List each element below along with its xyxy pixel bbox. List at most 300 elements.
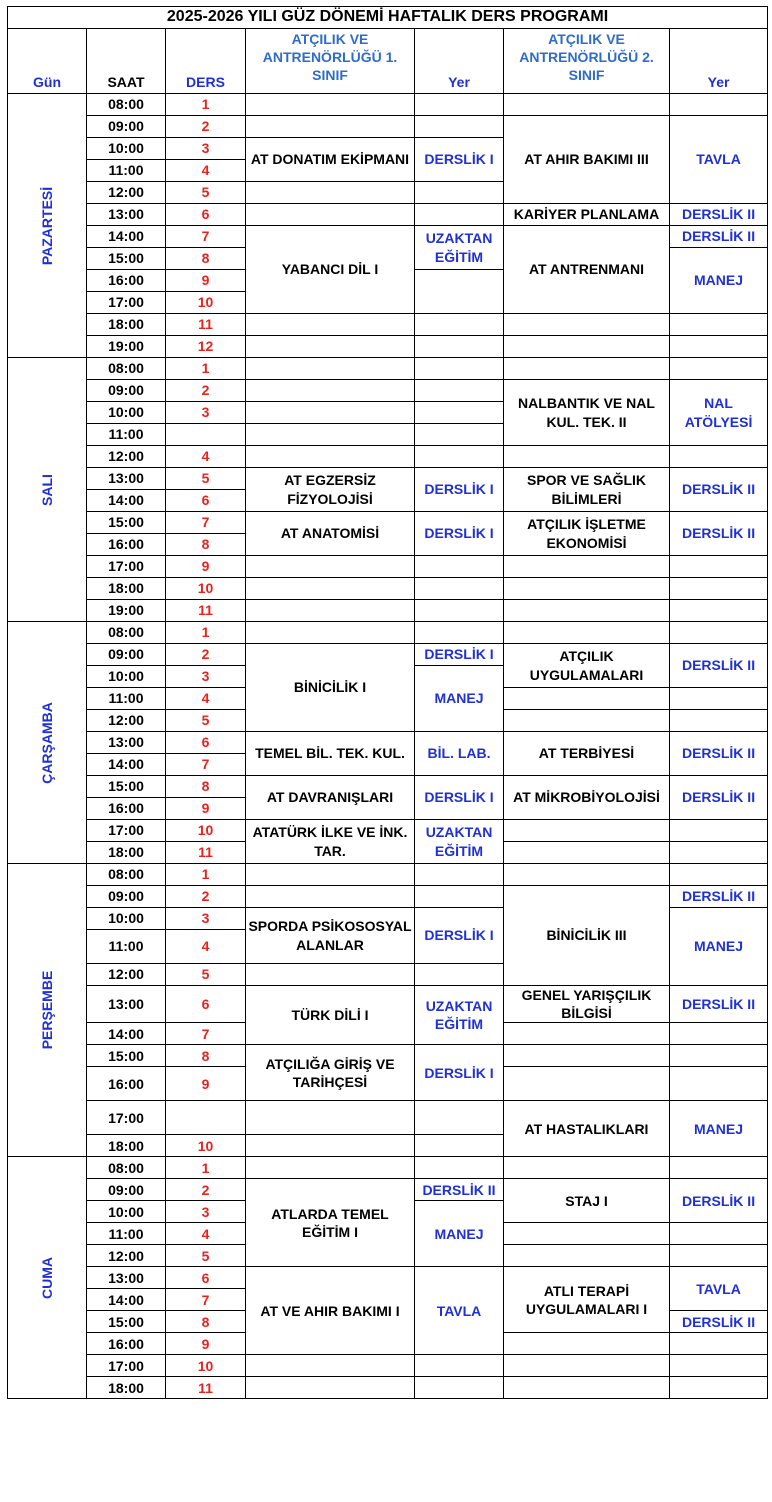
- class1-place-cell: TAVLA: [415, 1267, 504, 1355]
- class1-place-cell: DERSLİK I: [415, 1045, 504, 1101]
- time-cell: 14:00: [87, 226, 166, 248]
- class1-place-cell: DERSLİK I: [415, 644, 504, 666]
- time-cell: 17:00: [87, 556, 166, 578]
- class2-place-cell: [670, 1023, 768, 1045]
- time-cell: 16:00: [87, 270, 166, 292]
- class1-place-cell: [415, 1377, 504, 1399]
- time-cell: 10:00: [87, 1201, 166, 1223]
- lesson-number-cell: 5: [166, 964, 246, 986]
- lesson-number-cell: 10: [166, 292, 246, 314]
- time-cell: 08:00: [87, 622, 166, 644]
- class1-course-cell: AT ANATOMİSİ: [246, 512, 415, 556]
- class2-place-cell: [670, 578, 768, 600]
- class2-place-cell: DERSLİK II: [670, 886, 768, 908]
- schedule-row: [8, 578, 768, 600]
- header-place-2: Yer: [670, 29, 768, 94]
- day-cell: [8, 358, 87, 622]
- class2-course-cell: ATÇILIK UYGULAMALARI: [504, 644, 670, 688]
- time-cell: 09:00: [87, 886, 166, 908]
- class1-course-cell: [246, 1355, 415, 1377]
- class1-course-cell: ATÇILIĞA GİRİŞ VE TARİHÇESİ: [246, 1045, 415, 1101]
- class2-place-cell: TAVLA: [670, 116, 768, 204]
- class2-place-cell: [670, 1045, 768, 1067]
- day-cell: [8, 94, 87, 358]
- class1-course-cell: [246, 116, 415, 138]
- schedule-row: [8, 468, 768, 490]
- time-cell: 14:00: [87, 754, 166, 776]
- time-cell: 11:00: [87, 160, 166, 182]
- lesson-number-cell: 11: [166, 842, 246, 864]
- class2-course-cell: [504, 1023, 670, 1045]
- time-cell: 16:00: [87, 798, 166, 820]
- class2-course-cell: [504, 1377, 670, 1399]
- time-cell: 15:00: [87, 1045, 166, 1067]
- class1-place-cell: [415, 556, 504, 578]
- class1-place-cell: [415, 886, 504, 908]
- class2-course-cell: [504, 600, 670, 622]
- class1-course-cell: [246, 380, 415, 402]
- class2-course-cell: ATÇILIK İŞLETME EKONOMİSİ: [504, 512, 670, 556]
- class1-place-cell: DERSLİK I: [415, 776, 504, 820]
- class2-place-cell: DERSLİK II: [670, 1179, 768, 1223]
- class1-course-cell: [246, 556, 415, 578]
- class2-place-cell: [670, 622, 768, 644]
- header-class-1: ATÇILIK VE ANTRENÖRLÜĞÜ 1. SINIF: [246, 29, 415, 94]
- class1-place-cell: [415, 314, 504, 336]
- class1-course-cell: YABANCI DİL I: [246, 226, 415, 314]
- schedule-row: [8, 94, 768, 116]
- schedule-row: [8, 1377, 768, 1399]
- time-cell: 13:00: [87, 204, 166, 226]
- class1-place-cell: [415, 270, 504, 314]
- lesson-number-cell: 3: [166, 138, 246, 160]
- lesson-number-cell: 6: [166, 204, 246, 226]
- class1-place-cell: MANEJ: [415, 1201, 504, 1267]
- schedule-row: [8, 600, 768, 622]
- lesson-number-cell: 4: [166, 688, 246, 710]
- lesson-number-cell: 1: [166, 1157, 246, 1179]
- class1-place-cell: [415, 578, 504, 600]
- class1-place-cell: [415, 964, 504, 986]
- time-cell: 18:00: [87, 314, 166, 336]
- time-cell: 16:00: [87, 534, 166, 556]
- schedule-title: 2025-2026 YILI GÜZ DÖNEMİ HAFTALIK DERS PROGRAMI: [8, 7, 768, 29]
- class2-place-cell: [670, 358, 768, 380]
- class1-course-cell: AT DONATIM EKİPMANI: [246, 138, 415, 182]
- class1-course-cell: [246, 1377, 415, 1399]
- class2-course-cell: [504, 820, 670, 842]
- class2-place-cell: [670, 820, 768, 842]
- schedule-row: [8, 776, 768, 798]
- class2-place-cell: [670, 600, 768, 622]
- time-cell: 19:00: [87, 600, 166, 622]
- class2-place-cell: DERSLİK II: [670, 468, 768, 512]
- header-place-1: Yer: [415, 29, 504, 94]
- class2-place-cell: [670, 1245, 768, 1267]
- time-cell: 17:00: [87, 1101, 166, 1135]
- lesson-number-cell: 9: [166, 556, 246, 578]
- lesson-number-cell: 1: [166, 864, 246, 886]
- schedule-row: [8, 336, 768, 358]
- class2-place-cell: [670, 1067, 768, 1101]
- class1-place-cell: [415, 864, 504, 886]
- lesson-number-cell: 10: [166, 1355, 246, 1377]
- class2-course-cell: SPOR VE SAĞLIK BİLİMLERİ: [504, 468, 670, 512]
- class1-course-cell: [246, 578, 415, 600]
- class1-place-cell: [415, 380, 504, 402]
- class2-course-cell: NALBANTIK VE NAL KUL. TEK. II: [504, 380, 670, 446]
- class2-course-cell: [504, 556, 670, 578]
- header-day: Gün: [8, 29, 87, 94]
- lesson-number-cell: 11: [166, 314, 246, 336]
- lesson-number-cell: 10: [166, 578, 246, 600]
- class2-place-cell: [670, 710, 768, 732]
- class2-course-cell: AT TERBİYESİ: [504, 732, 670, 776]
- time-cell: 13:00: [87, 468, 166, 490]
- class1-course-cell: [246, 1157, 415, 1179]
- class2-place-cell: [670, 314, 768, 336]
- class2-course-cell: BİNİCİLİK III: [504, 886, 670, 986]
- time-cell: 11:00: [87, 688, 166, 710]
- schedule-row: [8, 380, 768, 402]
- lesson-number-cell: 1: [166, 94, 246, 116]
- class1-place-cell: [415, 358, 504, 380]
- schedule-row: [8, 1267, 768, 1289]
- class2-course-cell: [504, 622, 670, 644]
- lesson-number-cell: 8: [166, 534, 246, 556]
- time-cell: 16:00: [87, 1333, 166, 1355]
- lesson-number-cell: 1: [166, 622, 246, 644]
- class1-place-cell: [415, 622, 504, 644]
- class2-course-cell: [504, 1157, 670, 1179]
- class1-place-cell: [415, 424, 504, 446]
- class2-course-cell: AT ANTRENMANI: [504, 226, 670, 314]
- class2-course-cell: [504, 1333, 670, 1355]
- day-cell: [8, 622, 87, 864]
- class2-place-cell: NAL ATÖLYESİ: [670, 380, 768, 446]
- time-cell: 12:00: [87, 446, 166, 468]
- lesson-number-cell: 7: [166, 1023, 246, 1045]
- time-cell: 10:00: [87, 138, 166, 160]
- class2-place-cell: DERSLİK II: [670, 512, 768, 556]
- time-cell: 09:00: [87, 1179, 166, 1201]
- lesson-number-cell: 4: [166, 160, 246, 182]
- class2-course-cell: [504, 842, 670, 864]
- class2-course-cell: KARİYER PLANLAMA: [504, 204, 670, 226]
- class1-course-cell: [246, 1101, 415, 1135]
- class2-place-cell: [670, 1157, 768, 1179]
- lesson-number-cell: 9: [166, 798, 246, 820]
- time-cell: 15:00: [87, 1311, 166, 1333]
- time-cell: 10:00: [87, 666, 166, 688]
- time-cell: 12:00: [87, 1245, 166, 1267]
- time-cell: 18:00: [87, 1377, 166, 1399]
- schedule-row: [8, 116, 768, 138]
- time-cell: 17:00: [87, 1355, 166, 1377]
- class1-place-cell: [415, 94, 504, 116]
- lesson-number-cell: 8: [166, 1311, 246, 1333]
- class2-place-cell: [670, 864, 768, 886]
- class1-place-cell: [415, 600, 504, 622]
- class2-course-cell: GENEL YARIŞÇILIK BİLGİSİ: [504, 986, 670, 1023]
- class2-place-cell: DERSLİK II: [670, 204, 768, 226]
- day-name: PERŞEMBE: [38, 970, 55, 1050]
- weekly-schedule-table: [7, 6, 768, 1399]
- class2-course-cell: [504, 864, 670, 886]
- time-cell: 19:00: [87, 336, 166, 358]
- time-cell: 08:00: [87, 358, 166, 380]
- class2-course-cell: [504, 336, 670, 358]
- class1-place-cell: [415, 402, 504, 424]
- lesson-number-cell: 7: [166, 754, 246, 776]
- class1-place-cell: [415, 1157, 504, 1179]
- lesson-number-cell: 8: [166, 248, 246, 270]
- class2-place-cell: [670, 688, 768, 710]
- class2-course-cell: [504, 94, 670, 116]
- lesson-number-cell: 9: [166, 270, 246, 292]
- class1-course-cell: [246, 314, 415, 336]
- schedule-row: [8, 986, 768, 1023]
- day-cell: [8, 864, 87, 1157]
- schedule-row: [8, 886, 768, 908]
- class1-course-cell: [246, 424, 415, 446]
- class1-course-cell: AT EGZERSİZ FİZYOLOJİSİ: [246, 468, 415, 512]
- class2-course-cell: [504, 1355, 670, 1377]
- class2-course-cell: [504, 688, 670, 710]
- class1-place-cell: [415, 446, 504, 468]
- time-cell: 09:00: [87, 116, 166, 138]
- class2-place-cell: [670, 336, 768, 358]
- lesson-number-cell: 2: [166, 116, 246, 138]
- schedule-row: [8, 512, 768, 534]
- class2-course-cell: [504, 1223, 670, 1245]
- lesson-number-cell: 7: [166, 512, 246, 534]
- class2-course-cell: [504, 1245, 670, 1267]
- lesson-number-cell: 12: [166, 336, 246, 358]
- time-cell: 18:00: [87, 578, 166, 600]
- lesson-number-cell: 6: [166, 1267, 246, 1289]
- day-name: ÇARŞAMBA: [38, 701, 55, 784]
- class1-place-cell: UZAKTAN EĞİTİM: [415, 986, 504, 1045]
- lesson-number-cell: 8: [166, 776, 246, 798]
- lesson-number-cell: 6: [166, 490, 246, 512]
- time-cell: 10:00: [87, 908, 166, 930]
- day-name: PAZARTESİ: [38, 186, 55, 265]
- class1-place-cell: DERSLİK I: [415, 468, 504, 512]
- class2-place-cell: [670, 446, 768, 468]
- lesson-number-cell: [166, 424, 246, 446]
- lesson-number-cell: 3: [166, 908, 246, 930]
- class2-place-cell: [670, 1223, 768, 1245]
- class2-course-cell: AT MİKROBİYOLOJİSİ: [504, 776, 670, 820]
- class1-place-cell: [415, 1135, 504, 1157]
- class2-place-cell: MANEJ: [670, 248, 768, 314]
- time-cell: 17:00: [87, 820, 166, 842]
- schedule-row: [8, 1045, 768, 1067]
- class1-course-cell: [246, 182, 415, 204]
- class1-course-cell: ATLARDA TEMEL EĞİTİM I: [246, 1179, 415, 1267]
- class1-course-cell: [246, 622, 415, 644]
- time-cell: 08:00: [87, 94, 166, 116]
- time-cell: 08:00: [87, 1157, 166, 1179]
- schedule-row: [8, 644, 768, 666]
- class2-place-cell: [670, 1355, 768, 1377]
- time-cell: 14:00: [87, 490, 166, 512]
- class2-place-cell: DERSLİK II: [670, 732, 768, 776]
- class2-place-cell: DERSLİK II: [670, 986, 768, 1023]
- time-cell: 10:00: [87, 402, 166, 424]
- class1-place-cell: [415, 1355, 504, 1377]
- lesson-number-cell: 4: [166, 930, 246, 964]
- time-cell: 15:00: [87, 512, 166, 534]
- class1-course-cell: [246, 94, 415, 116]
- time-cell: 11:00: [87, 1223, 166, 1245]
- time-cell: 18:00: [87, 842, 166, 864]
- class1-place-cell: DERSLİK I: [415, 908, 504, 964]
- class2-place-cell: DERSLİK II: [670, 1311, 768, 1333]
- class2-place-cell: [670, 1333, 768, 1355]
- time-cell: 12:00: [87, 182, 166, 204]
- header-class-2: ATÇILIK VE ANTRENÖRLÜĞÜ 2. SINIF: [504, 29, 670, 94]
- lesson-number-cell: 10: [166, 1135, 246, 1157]
- class1-course-cell: [246, 336, 415, 358]
- class1-course-cell: TÜRK DİLİ I: [246, 986, 415, 1045]
- time-cell: 08:00: [87, 864, 166, 886]
- class2-course-cell: [504, 446, 670, 468]
- class1-course-cell: [246, 600, 415, 622]
- schedule-row: [8, 226, 768, 248]
- class2-course-cell: [504, 358, 670, 380]
- class2-course-cell: [504, 710, 670, 732]
- class1-course-cell: [246, 204, 415, 226]
- lesson-number-cell: 7: [166, 226, 246, 248]
- class1-place-cell: [415, 204, 504, 226]
- lesson-number-cell: 9: [166, 1067, 246, 1101]
- time-cell: 17:00: [87, 292, 166, 314]
- schedule-row: [8, 314, 768, 336]
- schedule-row: [8, 204, 768, 226]
- lesson-number-cell: 3: [166, 402, 246, 424]
- schedule-row: [8, 1355, 768, 1377]
- class2-place-cell: DERSLİK II: [670, 644, 768, 688]
- class1-course-cell: TEMEL BİL. TEK. KUL.: [246, 732, 415, 776]
- header-lesson: DERS: [166, 29, 246, 94]
- class2-course-cell: [504, 578, 670, 600]
- lesson-number-cell: [166, 1101, 246, 1135]
- class1-course-cell: AT VE AHIR BAKIMI I: [246, 1267, 415, 1355]
- schedule-row: [8, 622, 768, 644]
- lesson-number-cell: 8: [166, 1045, 246, 1067]
- header-time: SAAT: [87, 29, 166, 94]
- schedule-row: [8, 556, 768, 578]
- time-cell: 16:00: [87, 1067, 166, 1101]
- class1-place-cell: [415, 182, 504, 204]
- lesson-number-cell: 2: [166, 886, 246, 908]
- lesson-number-cell: 5: [166, 710, 246, 732]
- class2-course-cell: [504, 314, 670, 336]
- class1-place-cell: UZAKTAN EĞİTİM: [415, 226, 504, 270]
- class2-place-cell: DERSLİK II: [670, 776, 768, 820]
- schedule-row: [8, 446, 768, 468]
- time-cell: 13:00: [87, 986, 166, 1023]
- class1-course-cell: [246, 446, 415, 468]
- class1-course-cell: [246, 1135, 415, 1157]
- class1-place-cell: MANEJ: [415, 666, 504, 732]
- class1-course-cell: AT DAVRANIŞLARI: [246, 776, 415, 820]
- class2-course-cell: [504, 1067, 670, 1101]
- lesson-number-cell: 5: [166, 1245, 246, 1267]
- lesson-number-cell: 3: [166, 666, 246, 688]
- lesson-number-cell: 2: [166, 644, 246, 666]
- class1-course-cell: [246, 864, 415, 886]
- time-cell: 09:00: [87, 644, 166, 666]
- lesson-number-cell: 4: [166, 446, 246, 468]
- class2-course-cell: ATLI TERAPİ UYGULAMALARI I: [504, 1267, 670, 1333]
- class2-course-cell: [504, 1045, 670, 1067]
- lesson-number-cell: 7: [166, 1289, 246, 1311]
- class1-place-cell: UZAKTAN EĞİTİM: [415, 820, 504, 864]
- class1-course-cell: SPORDA PSİKOSOSYAL ALANLAR: [246, 908, 415, 964]
- lesson-number-cell: 5: [166, 182, 246, 204]
- class2-place-cell: [670, 1377, 768, 1399]
- lesson-number-cell: 6: [166, 732, 246, 754]
- time-cell: 13:00: [87, 1267, 166, 1289]
- class2-place-cell: [670, 94, 768, 116]
- class1-place-cell: DERSLİK II: [415, 1179, 504, 1201]
- time-cell: 11:00: [87, 930, 166, 964]
- time-cell: 12:00: [87, 710, 166, 732]
- lesson-number-cell: 2: [166, 1179, 246, 1201]
- time-cell: 15:00: [87, 776, 166, 798]
- class2-place-cell: MANEJ: [670, 908, 768, 986]
- schedule-row: [8, 732, 768, 754]
- schedule-row: [8, 1179, 768, 1201]
- class1-place-cell: DERSLİK I: [415, 512, 504, 556]
- schedule-row: [8, 358, 768, 380]
- lesson-number-cell: 3: [166, 1201, 246, 1223]
- lesson-number-cell: 2: [166, 380, 246, 402]
- class2-course-cell: AT HASTALIKLARI: [504, 1101, 670, 1157]
- day-cell: [8, 1157, 87, 1399]
- lesson-number-cell: 11: [166, 600, 246, 622]
- day-name: CUMA: [38, 1256, 55, 1299]
- class1-course-cell: [246, 886, 415, 908]
- class2-place-cell: [670, 556, 768, 578]
- class1-place-cell: [415, 1101, 504, 1135]
- time-cell: 09:00: [87, 380, 166, 402]
- class1-place-cell: DERSLİK I: [415, 138, 504, 182]
- class1-course-cell: [246, 358, 415, 380]
- class1-place-cell: BİL. LAB.: [415, 732, 504, 776]
- lesson-number-cell: 5: [166, 468, 246, 490]
- class2-place-cell: MANEJ: [670, 1101, 768, 1157]
- schedule-row: [8, 1157, 768, 1179]
- schedule-row: [8, 864, 768, 886]
- class2-place-cell: TAVLA: [670, 1267, 768, 1311]
- time-cell: 14:00: [87, 1289, 166, 1311]
- class1-place-cell: [415, 336, 504, 358]
- day-name: SALI: [38, 473, 55, 506]
- lesson-number-cell: 6: [166, 986, 246, 1023]
- lesson-number-cell: 10: [166, 820, 246, 842]
- class1-course-cell: ATATÜRK İLKE VE İNK. TAR.: [246, 820, 415, 864]
- schedule-row: [8, 1101, 768, 1135]
- time-cell: 13:00: [87, 732, 166, 754]
- class1-place-cell: [415, 116, 504, 138]
- time-cell: 18:00: [87, 1135, 166, 1157]
- time-cell: 14:00: [87, 1023, 166, 1045]
- time-cell: 12:00: [87, 964, 166, 986]
